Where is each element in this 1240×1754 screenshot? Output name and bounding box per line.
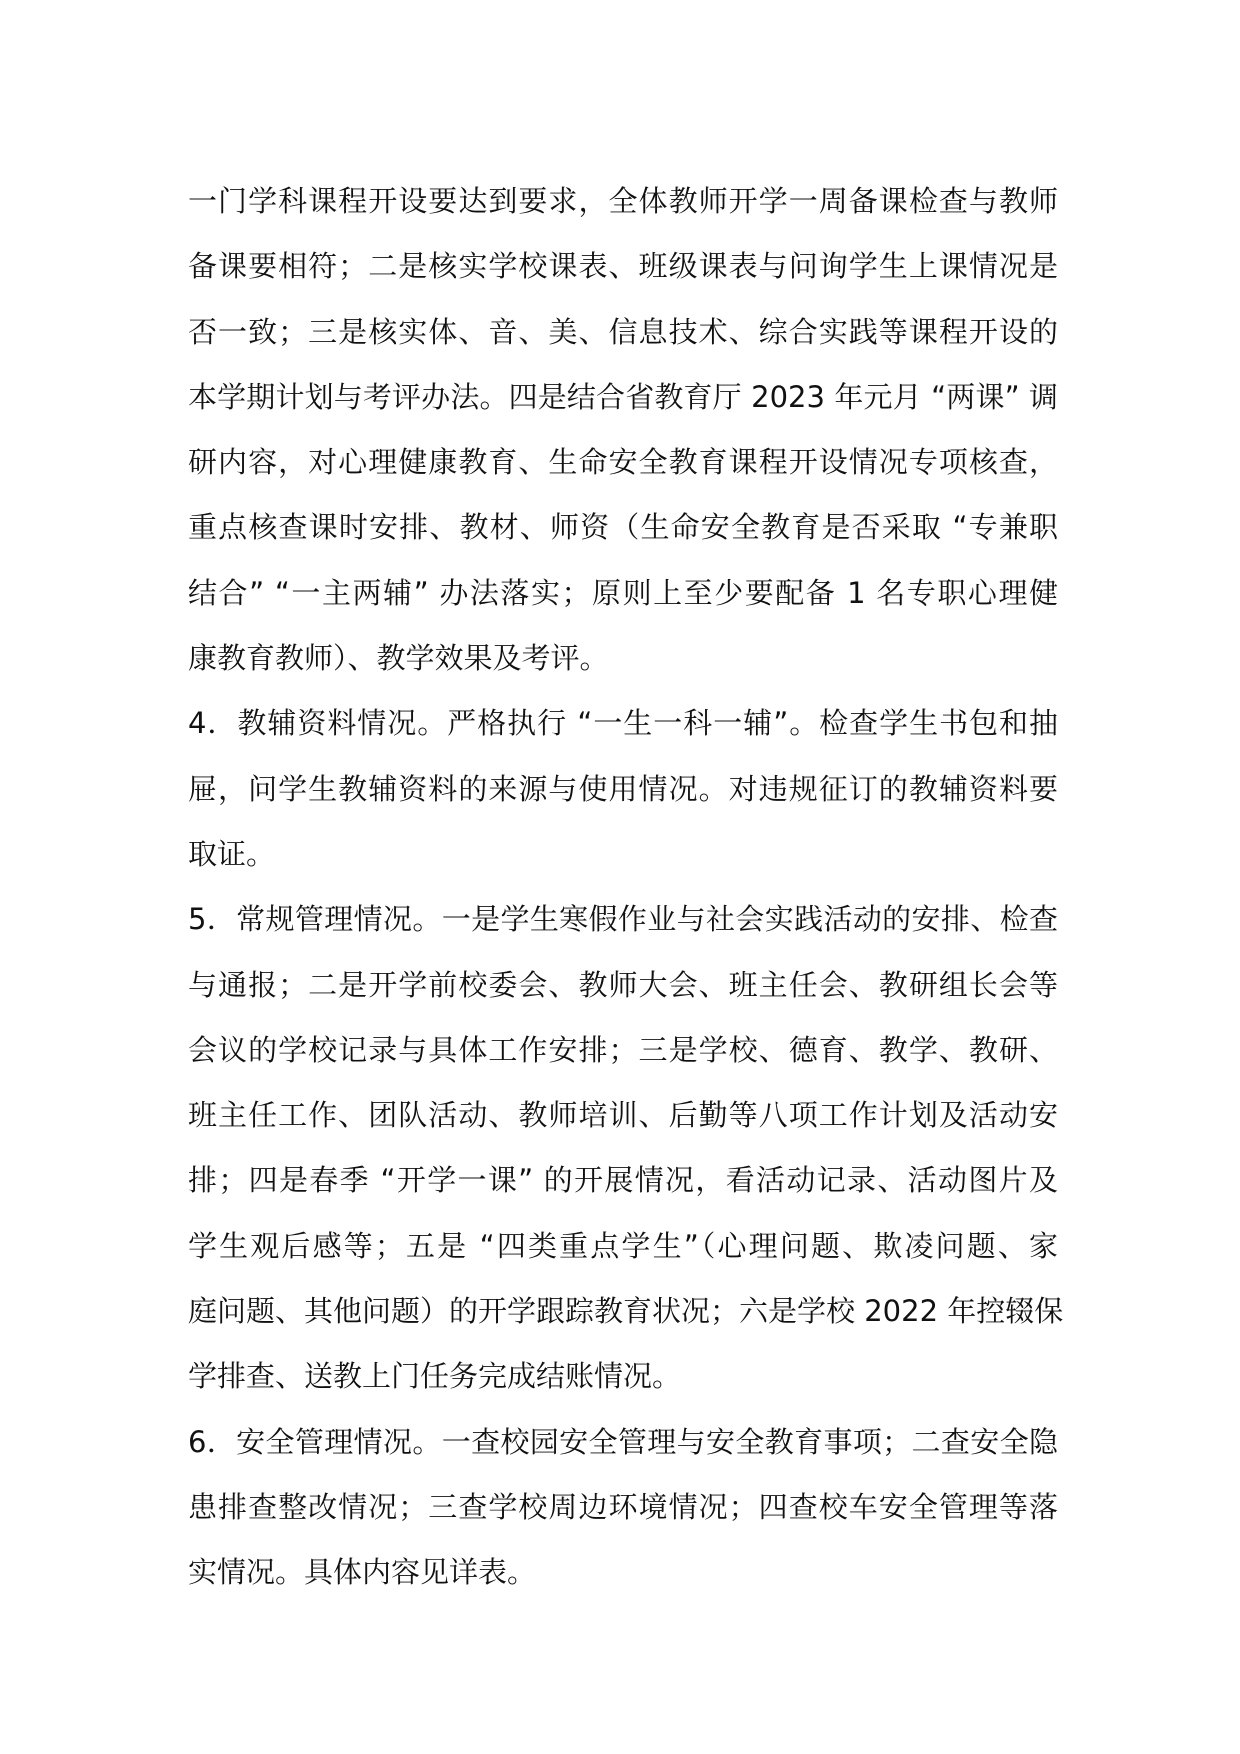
text-line: 庭问题、其他问题）的开学跟踪教育状况；六是学校 2022 年控辍保 [188,1294,1064,1329]
text-line: 重点核查课时安排、教材、师资（生命安全教育是否采取 “专兼职 [188,510,1058,545]
text-line: 结合” “一主两辅” 办法落实；原则上至少要配备 1 名专职心理健 [188,575,1058,610]
text-line: 康教育教师）、教学效果及考评。 [188,641,609,676]
text-line: 会议的学校记录与具体工作安排；三是学校、德育、教学、教研、 [188,1032,1058,1067]
text-line: 班主任工作、团队活动、教师培训、后勤等八项工作计划及活动安 [188,1098,1058,1133]
paragraph-teaching-materials [188,691,1058,887]
text-line: 4．教辅资料情况。严格执行 “一生一科一辅”。检查学生书包和抽 [188,706,1058,741]
paragraph-routine-management [188,887,1064,1409]
text-line: 屉，问学生教辅资料的来源与使用情况。对违规征订的教辅资料要 [188,771,1058,806]
text-line: 备课要相符；二是核实学校课表、班级课表与问询学生上课情况是 [188,249,1058,284]
text-line: 一门学科课程开设要达到要求，全体教师开学一周备课检查与教师 [188,184,1058,218]
paragraph-course-check [188,169,1058,691]
text-line: 5．常规管理情况。一是学生寒假作业与社会实践活动的安排、检查 [188,902,1058,937]
paragraph-safety-management [188,1410,1058,1606]
text-line: 患排查整改情况；三查学校周边环境情况；四查校车安全管理等落 [188,1489,1058,1524]
text-line: 学排查、送教上门任务完成结账情况。 [188,1359,682,1394]
text-line: 否一致；三是核实体、音、美、信息技术、综合实践等课程开设的 [188,314,1058,349]
text-line: 与通报；二是开学前校委会、教师大会、班主任会、教研组长会等 [188,967,1058,1002]
text-line: 学生观后感等；五是 “四类重点学生”（心理问题、欺凌问题、家 [188,1228,1058,1263]
text-line: 取证。 [188,836,276,871]
text-line: 排；四是春季 “开学一课” 的开展情况，看活动记录、活动图片及 [188,1163,1058,1198]
document-body [188,169,1064,1606]
text-line: 研内容，对心理健康教育、生命安全教育课程开设情况专项核查， [188,445,1058,480]
text-line: 本学期计划与考评办法。四是结合省教育厅 2023 年元月 “两课” 调 [188,379,1058,414]
text-line: 实情况。具体内容见详表。 [188,1555,537,1590]
text-line: 6．安全管理情况。一查校园安全管理与安全教育事项；二查安全隐 [188,1424,1058,1459]
